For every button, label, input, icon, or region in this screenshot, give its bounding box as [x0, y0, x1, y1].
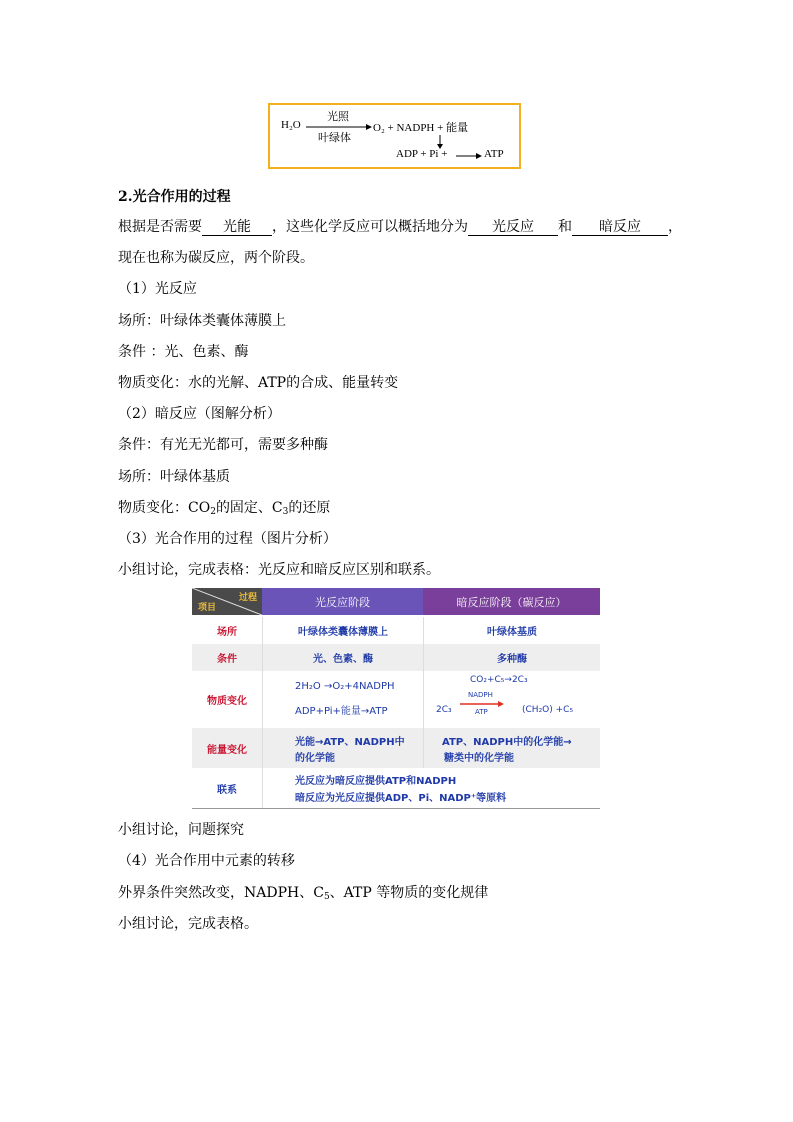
- place-dark: 叶绿体基质: [423, 617, 600, 644]
- matter-dark-2-top: NADPH: [468, 691, 493, 699]
- dark-change-text: 物质变化：CO: [118, 500, 211, 516]
- eq-down-arrow: [436, 135, 444, 149]
- table-row: [192, 728, 600, 768]
- eq-adp: ADP + Pi +: [396, 148, 448, 160]
- subscript: 3: [282, 507, 289, 517]
- eq-h2o: H₂O: [281, 119, 301, 131]
- dark-change: [118, 499, 330, 521]
- corner-bottom-label: 项目: [198, 603, 217, 613]
- energy-dark-1: ATP、NADPH中的化学能→: [442, 737, 572, 748]
- discuss-2: 小组讨论，问题探究: [118, 822, 244, 838]
- link-line-2: 暗反应为光反应提供ADP、Pi、NADP⁺等原料: [295, 793, 507, 804]
- para-text: 根据是否需要: [118, 219, 202, 235]
- discuss-1: 小组讨论，完成表格：光反应和暗反应区别和联系。: [118, 562, 440, 578]
- eq-under-arrow: 叶绿体: [318, 131, 351, 144]
- blank-dark-reaction: 暗反应: [572, 218, 668, 236]
- row-label-place: 场所: [217, 627, 237, 638]
- energy-dark: [423, 728, 600, 768]
- table-corner: [192, 588, 262, 615]
- dark-title: （2）暗反应（图解分析）: [118, 406, 281, 422]
- link-content: [262, 768, 600, 808]
- matter-light-1: 2H₂O →O₂+4NADPH: [295, 681, 395, 692]
- external-change: [118, 884, 488, 906]
- eq-over-arrow: 光照: [327, 110, 349, 123]
- para-stages-line2: 现在也称为碳反应，两个阶段。: [118, 250, 314, 266]
- section-heading: 2.光合作用的过程: [118, 189, 231, 205]
- row-label-matter: 物质变化: [207, 696, 247, 707]
- blank-light-reaction: 光反应: [468, 218, 558, 236]
- matter-dark-2-left: 2C₃: [436, 705, 452, 715]
- para-text: ，这些化学反应可以概括地分为: [272, 219, 468, 235]
- blank-light-energy: 光能: [202, 218, 272, 236]
- row-label-cond: 条件: [217, 654, 237, 665]
- energy-light-2: 的化学能: [295, 753, 335, 764]
- dark-change-text: 的还原: [288, 500, 331, 516]
- equation-box: [268, 103, 521, 169]
- link-line-1: 光反应为暗反应提供ATP和NADPH: [295, 776, 457, 787]
- matter-dark-1: CO₂+C₅→2C₃: [470, 675, 528, 685]
- table-row: [192, 644, 600, 671]
- table-header-row: [192, 588, 600, 615]
- discuss-3: 小组讨论，完成表格。: [118, 916, 258, 932]
- matter-dark: [423, 671, 600, 728]
- dark-change-text: 的固定、C: [215, 500, 283, 516]
- row-label-energy: 能量变化: [207, 744, 247, 756]
- matter-dark-2-right: (CH₂O) +C₅: [522, 705, 574, 715]
- header-light: 光反应阶段: [262, 588, 423, 615]
- energy-dark-2: 糖类中的化学能: [444, 753, 514, 764]
- subscript: 2: [210, 507, 216, 517]
- light-place: 场所：叶绿体类囊体薄膜上: [118, 313, 286, 329]
- external-change-text: 外界条件突然改变，NADPH、C: [118, 885, 324, 901]
- para-text: 和: [558, 219, 572, 235]
- light-title: （1）光反应: [118, 281, 197, 297]
- red-arrow: [460, 701, 504, 707]
- energy-light: [262, 728, 423, 768]
- light-cond: 条件 ：光、色素、酶: [118, 344, 249, 360]
- transfer-title: （4）光合作用中元素的转移: [118, 853, 295, 869]
- table-row: [192, 671, 600, 728]
- subscript: 5: [323, 892, 330, 902]
- matter-light: [262, 671, 423, 728]
- para-stages: [118, 218, 682, 236]
- eq-arrow-2: [456, 152, 482, 160]
- place-light: 叶绿体类囊体薄膜上: [262, 617, 423, 644]
- light-change: 物质变化：水的光解、ATP的合成、能量转变: [118, 375, 399, 391]
- eq-products: O₂ + NADPH + 能量: [373, 122, 469, 134]
- corner-top-label: 过程: [238, 593, 257, 603]
- energy-light-1: 光能→ATP、NADPH中: [295, 737, 405, 748]
- cond-dark: 多种酶: [423, 644, 600, 671]
- eq-atp: ATP: [484, 148, 504, 160]
- table-row: [192, 768, 600, 809]
- table-row: [192, 617, 600, 644]
- external-change-text: 、ATP 等物质的变化规律: [329, 885, 489, 901]
- dark-cond: 条件：有光无光都可，需要多种酶: [118, 437, 328, 453]
- dark-place: 场所：叶绿体基质: [118, 469, 230, 485]
- matter-light-2: ADP+Pi+能量→ATP: [295, 706, 388, 717]
- process-title: （3）光合作用的过程（图片分析）: [118, 531, 337, 547]
- row-label-link: 联系: [217, 784, 237, 796]
- matter-dark-2-bottom: ATP: [475, 708, 488, 716]
- header-dark: 暗反应阶段（碳反应）: [423, 588, 600, 615]
- cond-light: 光、色素、酶: [262, 644, 423, 671]
- para-text: ，: [668, 219, 682, 235]
